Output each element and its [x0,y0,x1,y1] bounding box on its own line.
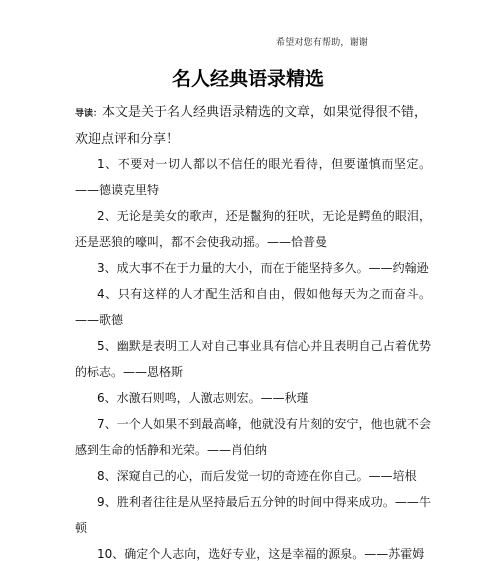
quote-item: 1、不要对一切人都以不信任的眼光看待，但要谨慎而坚定。——德谟克里特 [75,157,431,197]
quote-item: 2、无论是美女的歌声，还是鬣狗的狂吠，无论是鳄鱼的眼泪，还是恶狼的嚎叫，都不会使我动摇。——恰普曼 [75,209,431,249]
quote-list [75,151,431,561]
quote-item: 3、成大事不在于力量的大小，而在于能坚持多久。——约翰逊 [97,261,429,275]
header-note: 希望对您有帮助，谢谢 [276,38,369,48]
intro-label: 导读： [75,109,103,119]
quote-item: 4、只有这样的人才配生活和自由，假如他每天为之而奋斗。——歌德 [75,287,431,327]
quote-item: 10、确定个人志向，选好专业，这是幸福的源泉。——苏霍姆 [97,547,425,561]
quote-item: 9、胜利者往往是从坚持最后五分钟的时间中得来成功。——牛顿 [75,495,431,535]
quote-item: 6、水激石则鸣，人激志则宏。——秋瑾 [97,391,309,405]
quote-item: 8、深窥自己的心，而后发觉一切的奇迹在你自己。——培根 [97,469,417,483]
quote-item: 7、一个人如果不到最高峰，他就没有片刻的安宁，他也就不会感到生命的恬静和光荣。——肖伯纳 [75,417,431,457]
intro-paragraph [75,100,431,153]
intro-text: 本文是关于名人经典语录精选的文章，如果觉得很不错，欢迎点评和分享！ [75,105,428,147]
quote-item: 5、幽默是表明工人对自己事业具有信心并且表明自己占着优势的标志。——恩格斯 [75,339,431,379]
page-title: 名人经典语录精选 [171,68,324,90]
